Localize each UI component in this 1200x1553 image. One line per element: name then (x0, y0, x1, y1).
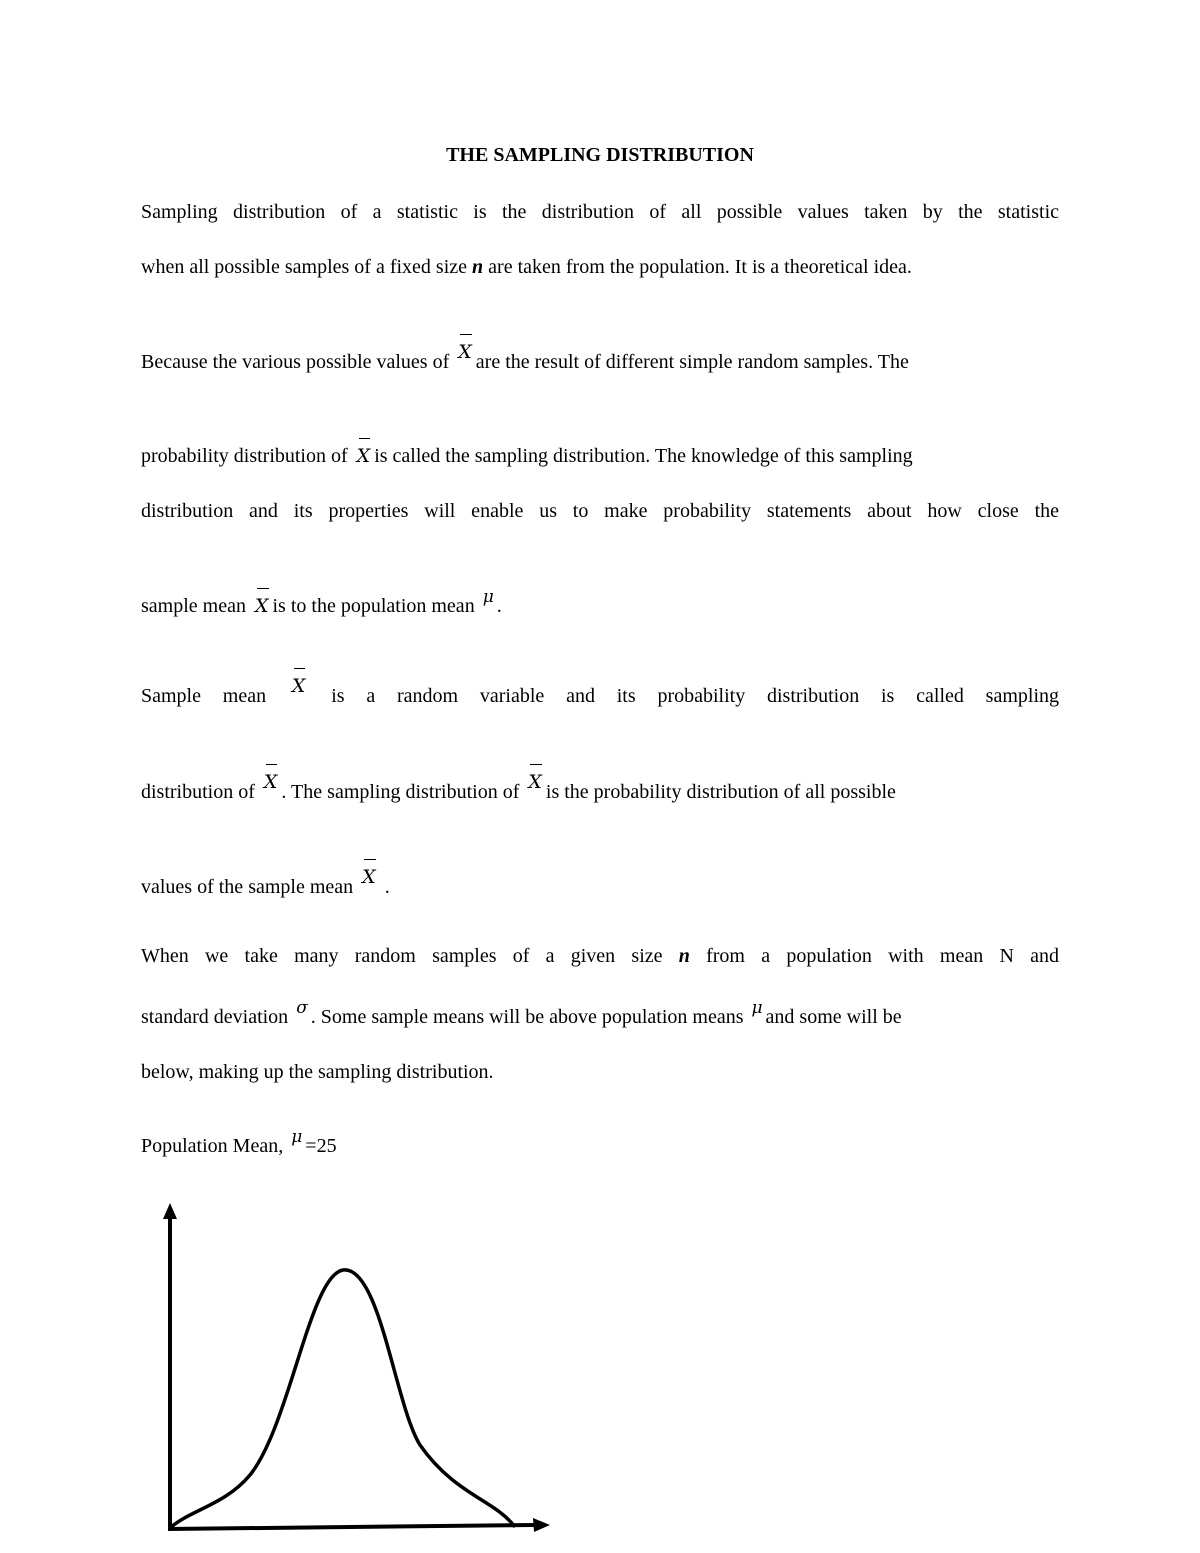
x-bar-symbol: X (528, 771, 542, 793)
text: distribution of (141, 781, 255, 803)
p2-line4 (141, 587, 1059, 619)
n-symbol: n (678, 945, 690, 967)
p2-line3: distribution and its properties will enable us to make probability statements about how close the (141, 500, 1059, 522)
text: is to the population mean (272, 595, 475, 617)
text: Because the various possible values of (141, 351, 450, 373)
text: values of the sample mean (141, 876, 354, 898)
p4-line3: below, making up the sampling distribution. (141, 1061, 494, 1083)
x-axis-arrowhead (533, 1518, 550, 1532)
x-bar-symbol: X (362, 866, 376, 888)
population-mean-value: 25 (316, 1135, 337, 1157)
text: is a random variable and its probability distribution is called sampling (331, 685, 1059, 707)
page-title: THE SAMPLING DISTRIBUTION (446, 144, 754, 166)
p4-line1 (141, 944, 1059, 968)
text: . (496, 595, 502, 617)
text: Population Mean, (141, 1135, 284, 1157)
text: . Some sample means will be above population means (310, 1006, 744, 1028)
text: from a population with mean N and (706, 945, 1059, 967)
y-axis-arrowhead (163, 1203, 177, 1219)
x-axis (168, 1525, 535, 1529)
text: probability distribution of (141, 445, 348, 467)
x-bar-symbol: X (263, 771, 278, 793)
text: Sample mean (141, 685, 267, 707)
n-symbol: n (472, 256, 484, 278)
p2-line1 (141, 341, 1059, 374)
equals-sign: = (305, 1135, 317, 1157)
text: is called the sampling distribution. The knowledge of this sampling (374, 445, 913, 467)
text: are the result of different simple random samples. The (475, 351, 909, 373)
text: and some will be (765, 1006, 902, 1028)
p3-line3 (141, 866, 1059, 899)
text: sample mean (141, 595, 246, 617)
mu-symbol: μ (751, 998, 763, 1018)
text: . The sampling distribution of (281, 781, 520, 803)
p1-line1: Sampling distribution of a statistic is the distribution of all possible values taken by the statistic (141, 201, 1059, 223)
text: is the probability distribution of all possible (545, 781, 896, 803)
mu-symbol: μ (482, 587, 494, 607)
text: when all possible samples of a fixed size (141, 256, 468, 278)
p1-line2 (141, 255, 1059, 279)
p3-line2 (141, 771, 1059, 804)
population-mean-line (141, 1127, 1059, 1159)
x-bar-symbol: X (254, 595, 269, 617)
text: When we take many random samples of a given size (141, 945, 663, 967)
text: . (384, 876, 390, 898)
p2-line2 (141, 444, 1059, 468)
p4-line2 (141, 998, 1059, 1030)
sigma-symbol: σ (296, 998, 308, 1018)
x-bar-symbol: X (356, 445, 371, 467)
mu-symbol: μ (291, 1127, 303, 1147)
bell-curve (170, 1270, 515, 1528)
text: standard deviation (141, 1006, 289, 1028)
x-bar-symbol: X (458, 341, 472, 363)
sampling-distribution-graph (150, 1195, 560, 1545)
p3-line1 (141, 675, 1059, 708)
x-bar-symbol: X (291, 675, 306, 697)
text: are taken from the population. It is a theoretical idea. (488, 256, 912, 278)
